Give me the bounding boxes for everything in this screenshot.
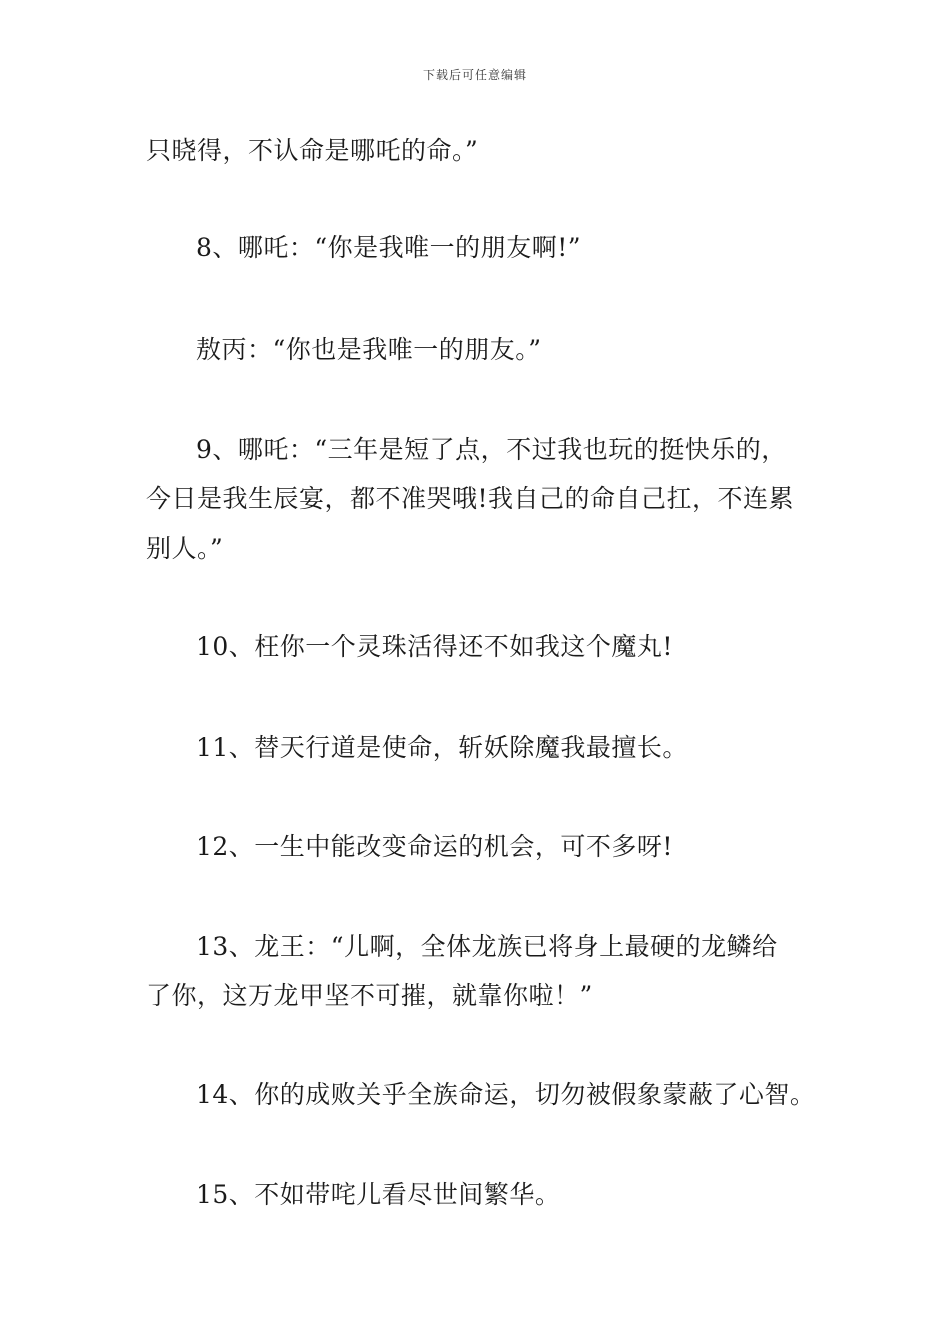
text-line-quote-14: 14、你的成败关乎全族命运，切勿被假象蒙蔽了心智。	[196, 1080, 816, 1109]
text-line-quote-11: 11、替天行道是使命，斩妖除魔我最擅长。	[196, 733, 688, 762]
text-line-quote-12: 12、一生中能改变命运的机会，可不多呀!	[196, 832, 673, 861]
text-line-continuation: 只晓得，不认命是哪吒的命。”	[146, 136, 479, 165]
text-line-quote-15: 15、不如带咤儿看尽世间繁华。	[196, 1180, 561, 1209]
text-line-quote-13-cont: 了你，这万龙甲坚不可摧，就靠你啦！”	[146, 981, 593, 1010]
text-line-quote-13: 13、龙王：“儿啊，全体龙族已将身上最硬的龙鳞给	[196, 932, 778, 961]
text-line-quote-8-reply: 敖丙：“你也是我唯一的朋友。”	[196, 335, 542, 364]
text-line-quote-9-end: 别人。”	[146, 534, 224, 563]
page-header: 下载后可任意编辑	[422, 68, 527, 82]
text-line-quote-8: 8、哪吒：“你是我唯一的朋友啊!”	[196, 233, 582, 262]
text-line-quote-10: 10、枉你一个灵珠活得还不如我这个魔丸!	[196, 632, 673, 661]
text-line-quote-9: 9、哪吒：“三年是短了点，不过我也玩的挺快乐的，	[196, 435, 787, 464]
text-line-quote-9-cont: 今日是我生辰宴，都不准哭哦!我自己的命自己扛，不连累	[146, 484, 795, 513]
